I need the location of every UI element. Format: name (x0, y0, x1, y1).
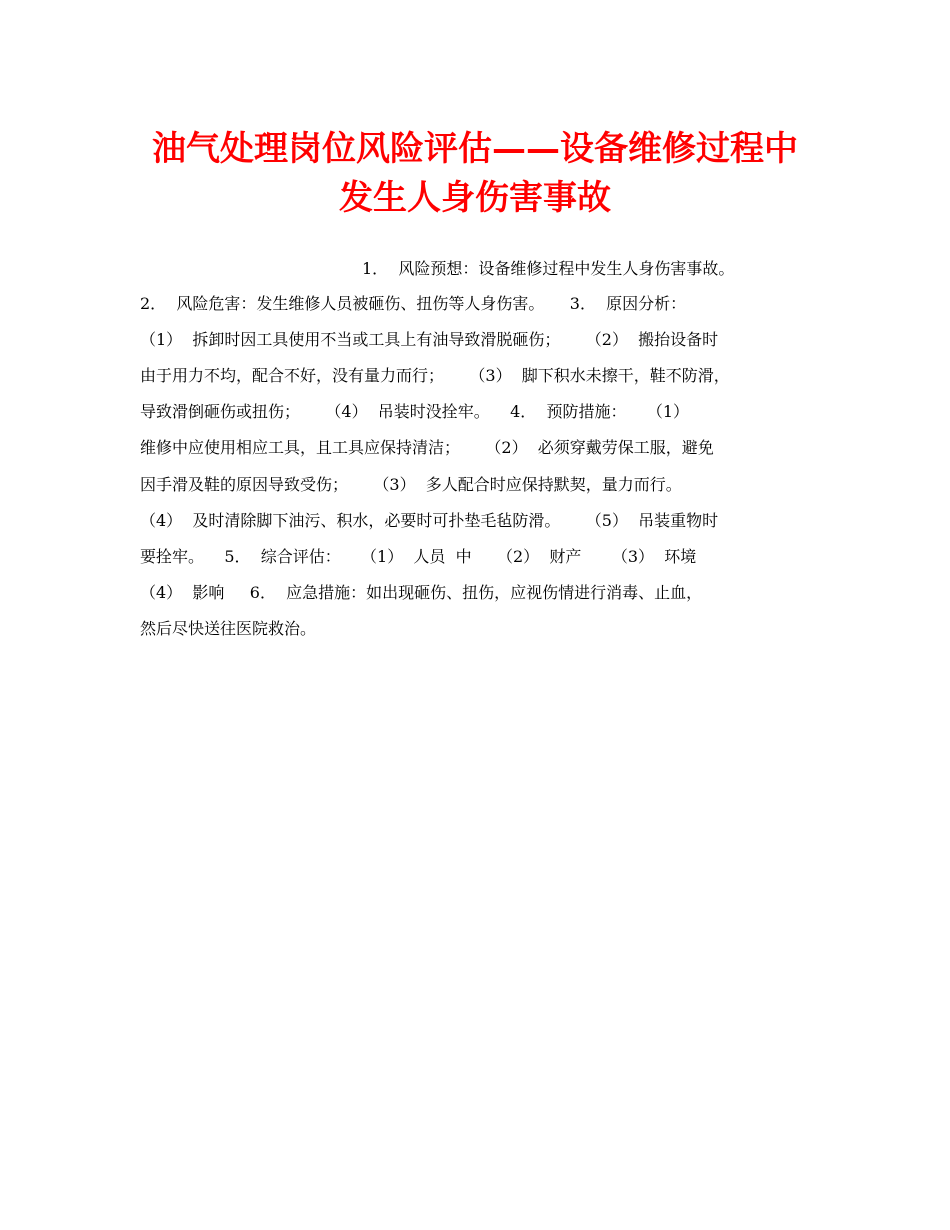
body-line: （1） 拆卸时因工具使用不当或工具上有油导致滑脱砸伤； （2） 搬抬设备时 (140, 330, 719, 349)
body-line: 2． 风险危害：发生维修人员被砸伤、扭伤等人身伤害。 3． 原因分析： (140, 294, 687, 313)
document-title-line-1: 油气处理岗位风险评估——设备维修过程中 (152, 129, 798, 169)
document-title-line-2: 发生人身伤害事故 (339, 178, 611, 218)
body-line: 因手滑及鞋的原因导致受伤； （3） 多人配合时应保持默契，量力而行。 (140, 475, 682, 494)
body-line: 然后尽快送往医院救治。 (140, 619, 317, 638)
body-line: 1． 风险预想：设备维修过程中发生人身伤害事故。 (362, 259, 735, 278)
body-line: （4） 及时清除脚下油污、积水，必要时可扑垫毛毡防滑。 （5） 吊装重物时 (140, 511, 719, 530)
body-line: 由于用力不均，配合不好，没有量力而行； （3） 脚下积水未擦干，鞋不防滑， (140, 366, 730, 385)
body-line: （4） 影响 6． 应急措施：如出现砸伤、扭伤，应视伤情进行消毒、止血， (140, 583, 703, 602)
body-line: 要拴牢。 5． 综合评估： （1） 人员 中 （2） 财产 （3） 环境 (140, 547, 697, 566)
body-line: 导致滑倒砸伤或扭伤； （4） 吊装时没拴牢。 4． 预防措施： （1） (140, 402, 690, 421)
body-line: 维修中应使用相应工具，且工具应保持清洁； （2） 必须穿戴劳保工服，避免 (140, 438, 714, 457)
